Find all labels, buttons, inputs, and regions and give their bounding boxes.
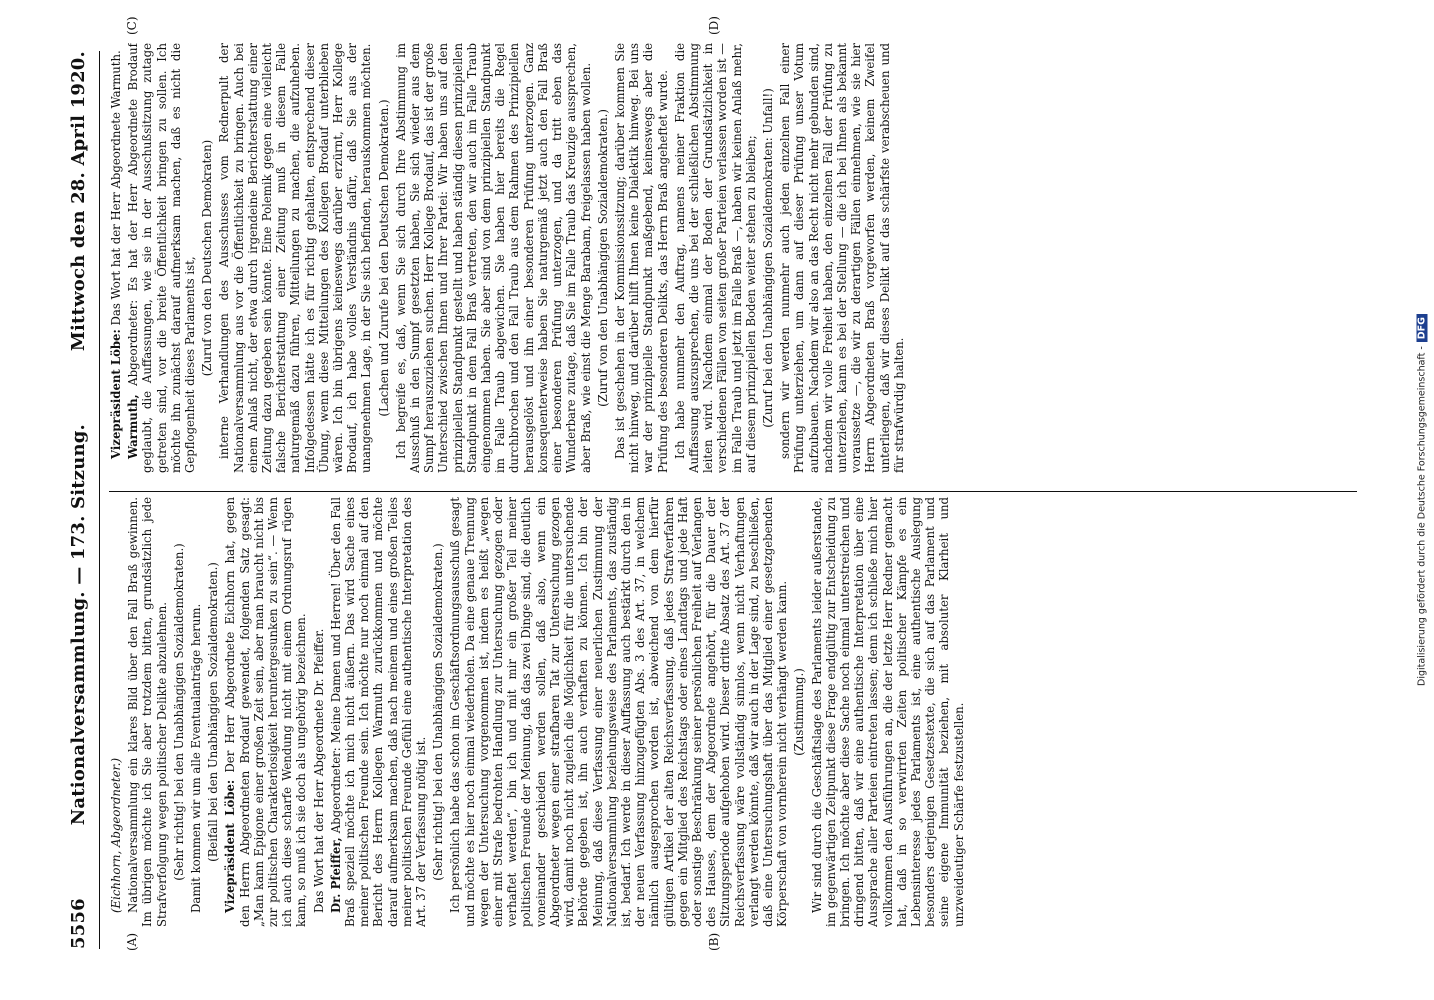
remark: (Sehr richtig! bei den Unabhängigen Sozialdemokraten.)	[171, 543, 186, 881]
session-date: Mittwoch den 28. April 1920.	[67, 51, 89, 352]
paragraph-block	[329, 497, 428, 927]
paragraph: Das ist geschehen in der Kommissionssitzung; darüber kommen Sie nicht hinweg, und darüber hilft Ihnen keine Dialektik hinweg. Bei uns war der prinzipielle Standpunkt maßgebend, keineswegs aber die Prüfung des besonderen Delikts, das Herrn Braß angeheftet wurde.	[612, 43, 670, 473]
session-title: Nationalversammlung. — 173. Sitzung.	[67, 423, 89, 826]
speaker-name: Vizepräsident Löbe:	[223, 779, 238, 913]
paragraph: Ich habe nunmehr den Auftrag, namens meiner Fraktion die Auffassung auszusprechen, die uns bei der schließlichen Abstimmung leiten wird. Nachdem einmal der Boden der Grundsätzlichkeit in verschiedenen Fällen von seiten großer Parteien verlassen worden ist — im Falle Traub und jetzt im Falle Braß —, haben wir keinen Anlaß mehr, auf diesem prinzipiellen Boden weiter stehen zu bleiben;	[672, 43, 758, 473]
paragraph: Das Wort hat der Herr Abgeordnete Dr. Pfeiffer.	[311, 628, 326, 913]
rotated-document-page	[47, 15, 1387, 985]
margin-mark-a: (A)	[125, 932, 139, 951]
paragraph-block	[223, 497, 308, 927]
remark: (Zuruf bei den Unabhängigen Sozialdemokraten: Unfall!)	[760, 88, 775, 428]
paragraph-text: Der Herr Abgeordnete Eichhorn hat, gegen den Herrn Abgeordneten Brodauf gewendet, folgenden Satz gesagt: „Man kann Epigone einer großen Zeit sein, aber man braucht nicht bis zur politischen Charakterlosigkeit heruntergesunken zu sein“. — Wenn ich auch diese scharfe Wendung nicht mit einem Ordnungsruf rügen kann, so muß ich sie doch als ungehörig bezeichnen.	[223, 497, 309, 927]
credit-line	[1417, 20, 1428, 980]
paragraph: Ich persönlich habe das schon im Geschäftsordnungsausschuß gesagt und möchte es hier noch einmal wiederholen. Da eine genaue Trennung wegen der Untersuchung vorgenommen ist, indem es heißt „wegen einer mit Strafe bedrohten Handlung zur Untersuchung gezogen oder verhaftet werden“, bin ich und mit mir ein großer Teil meiner politischen Freunde der Meinung, daß das zwei Dinge sind, die deutlich voneinander geschieden werden sollen, daß also, wenn ein Abgeordneter wegen einer strafbaren Tat zur Untersuchung gezogen wird, damit noch nicht zugleich die Möglichkeit für die untersuchende Behörde gegeben ist, ihn auch verhaften zu können. Ich bin der Meinung, daß diese Verfassung einer neuerlichen Zustimmung der Nationalversammlung beziehungsweise des Parlaments, das zuständig ist, bedarf. Ich werde in dieser Auffassung auch bestärkt durch den in der neuen Verfassung hinzugefügten Abs. 3 des Art. 37, in welchem nämlich ausgesprochen worden ist, abweichend von dem hierfür gültigen Artikel der alten Reichsverfassung, daß jedes Strafverfahren gegen ein Mitglied des Reichstags oder eines Landtags und jede Haft oder sonstige Beschränkung seiner persönlichen Freiheit auf Verlangen des Hauses, dem der Abgeordnete angehört, für die Dauer der Sitzungsperiode aufgehoben wird. Dieser dritte Absatz des Art. 37 der Reichsverfassung wäre vollständig sinnlos, wenn nicht Verhaftungen verlangt werden könnte, daß wir auch in der Lage sind, zu beschließen, daß eine Untersuchungshaft über das Mitglied einer gesetzgebenden Körperschaft von vornherein nicht verhängt werden kann.	[448, 497, 790, 927]
right-column	[109, 43, 1361, 473]
remark: (Lachen und Zurufe bei den Deutschen Demokraten.)	[376, 99, 391, 417]
header-rule	[99, 51, 100, 949]
remark: (Sehr richtig! bei den Unabhängigen Sozialdemokraten.)	[431, 543, 446, 881]
paragraph-block	[126, 43, 197, 473]
paragraph: interne Verhandlungen des Ausschusses vom Rednerpult der Nationalversammlung aus vor die Öffentlichkeit zu bringen. Auch bei einem Anlaß nicht, der etwa durch irgendeine Berichterstattung einer Zeitung dazu gegeben sein könnte. Eine Polemik gegen eine vielleicht falsche Berichterstattung einer Zeitung muß in diesem Falle naturgemäß dazu führen, Mitteilungen zu machen, die aufzuheben. Infolgedessen hätte ich es für richtig gehalten, entsprechend dieser Übung, wenn diese Mitteilungen des Kollegen Brodauf unterblieben wären. Ich bin übrigens keineswegs darüber erzürnt, Herr Kollege Brodauf, ich habe volles Verständnis dafür, daß Sie aus der unangenehmen Lage, in der Sie sich befinden, herauskommen möchten.	[217, 43, 374, 473]
paragraph: sondern wir werden nunmehr auch jeden einzelnen Fall einer Prüfung unterziehen, um dann auf dieser Prüfung unser Votum aufzubauen. Nachdem wir also an das Recht nicht mehr gebunden sind, nachdem wir volle Freiheit haben, den einzelnen Fall der Prüfung zu unterziehen, kann es bei der Stellung — die ich bei Ihnen als bekannt voraussetze —, die wir zu derartigen Fällen einnehmen, wie sie hier Herrn Abgeordneten Braß vorgeworfen werden, keinem Zweifel unterliegen, daß wir dieses Delikt auf das schärfste verabscheuen und für strafwürdig halten.	[778, 43, 906, 473]
margin-mark-c: (C)	[125, 16, 139, 35]
speaker-name: Vizepräsident Löbe:	[109, 329, 123, 459]
paragraph-text: Abgeordneter: Meine Damen und Herren! Über den Fall Braß speziell möchte ich mich nicht äußern. Das wird Sache eines meiner politischen Freunde sein. Ich möchte nur noch einmal auf den Bericht des Herrn Kollegen Warmuth zurückkommen und möchte darauf aufmerksam machen, daß nach meinem und eines großen Teiles meiner politischen Freunde Gefühl eine authentische Interpretation des Art. 37 der Verfassung nötig ist.	[328, 497, 429, 927]
remark: (Zuruf von den Unabhängigen Sozialdemokraten.)	[595, 109, 610, 407]
speaker-name: Dr. Pfeiffer,	[328, 837, 343, 913]
paragraph-speaker: (Eichhorn, Abgeordneter.)	[109, 757, 123, 913]
paragraph: Wir sind durch die Geschäftslage des Parlaments leider außerstande, im gegenwärtigen Zeitpunkt diese Frage endgültig zur Entscheidung zu bringen. Ich möchte aber diese Sache noch einmal unterstreichen und dringend bitten, daß wir eine authentische Interpretation über eine Aussprache aller Parteien eintreten lassen; denn ich schließe mich hier vollkommen den Ausführungen an, die der letzte Herr Redner gemacht hat, daß in so verwirrten Zeiten politischer Kämpfe es ein Lebensinteresse jedes Parlaments ist, eine authentische Auslegung besonders derjenigen Gesetzestexte, die sich auf das Parlament und seine eigene Immunität beziehen, mit absoluter Klarheit und unzweideutiger Schärfe festzustellen.	[809, 497, 966, 927]
remark: (Beifall bei den Unabhängigen Sozialdemokraten.)	[206, 562, 221, 862]
speaker-name: Warmuth,	[126, 394, 141, 459]
paragraph-block	[109, 43, 123, 473]
digitization-credit	[1414, 12, 1430, 988]
column-divider	[109, 491, 1357, 492]
left-column	[109, 497, 1361, 927]
margin-mark-b: (B)	[707, 932, 721, 951]
remark: (Zuruf von den Deutschen Demokraten)	[200, 139, 215, 377]
margin-mark-d: (D)	[707, 16, 721, 35]
credit-text: Digitalisierung gefördert durch die Deutsche Forschungsgemeinschaft -	[1416, 346, 1428, 686]
dfg-logo: DFG	[1417, 314, 1428, 342]
page-header	[61, 51, 95, 949]
paragraph: Nationalversammlung ein klares Bild über den Fall Braß gewinnen. Im übrigen möchte ich Sie aber trotzdem bitten, grundsätzlich jede Strafverfolgung wegen politischer Delikte abzulehnen.	[126, 497, 169, 927]
page-number: 5556	[67, 898, 89, 949]
paragraph: Ich begreife es, daß, wenn Sie sich durch Ihre Abstimmung im Ausschuß in den Sumpf gesetzten haben, Sie sich wieder aus dem Sumpf herauszuziehen suchen. Herr Kollege Brodauf, das ist der große Unterschied zwischen Ihnen und Ihrer Partei: Wir haben uns auf den prinzipiellen Standpunkt gestellt und haben ständig diesen prinzipiellen Standpunkt in dem Fall Braß vertreten, den wir auch im Falle Traub eingenommen haben. Sie aber sind von dem prinzipiellen Standpunkt im Falle Traub abgewichen. Sie haben hier bereits die Regel durchbrochen und den Fall Traub aus dem Rahmen des Prinzipiellen herausgelöst und ihn einer besonderen Prüfung unterzogen. Ganz konsequenterweise haben Sie naturgemäß jetzt auch den Fall Braß einer besonderen Prüfung unterzogen, und da tritt eben das Wunderbare zutage, daß Sie im Falle Traub das Kreuzige aussprechen, aber Braß, wie einst die Menge Barabam, freigelassen haben wollen.	[393, 43, 593, 473]
remark: (Zustimmung.)	[792, 668, 807, 756]
paragraph-text: Das Wort hat der Herr Abgeordnete Warmuth.	[109, 50, 123, 326]
paragraph: Damit kommen wir um alle Eventualanträge herum.	[189, 603, 204, 913]
paragraph-text: Abgeordneter: Es hat der Herr Abgeordnete Brodauf geglaubt, die Auffassungen, wie sie in der Ausschußsitzung zutage getreten sind, vor die breite Öffentlichkeit bringen zu sollen. Ich möchte ihn zunächst darauf aufmerksam machen, daß es nicht die Gepflogenheit dieses Parlaments ist,	[126, 43, 198, 473]
